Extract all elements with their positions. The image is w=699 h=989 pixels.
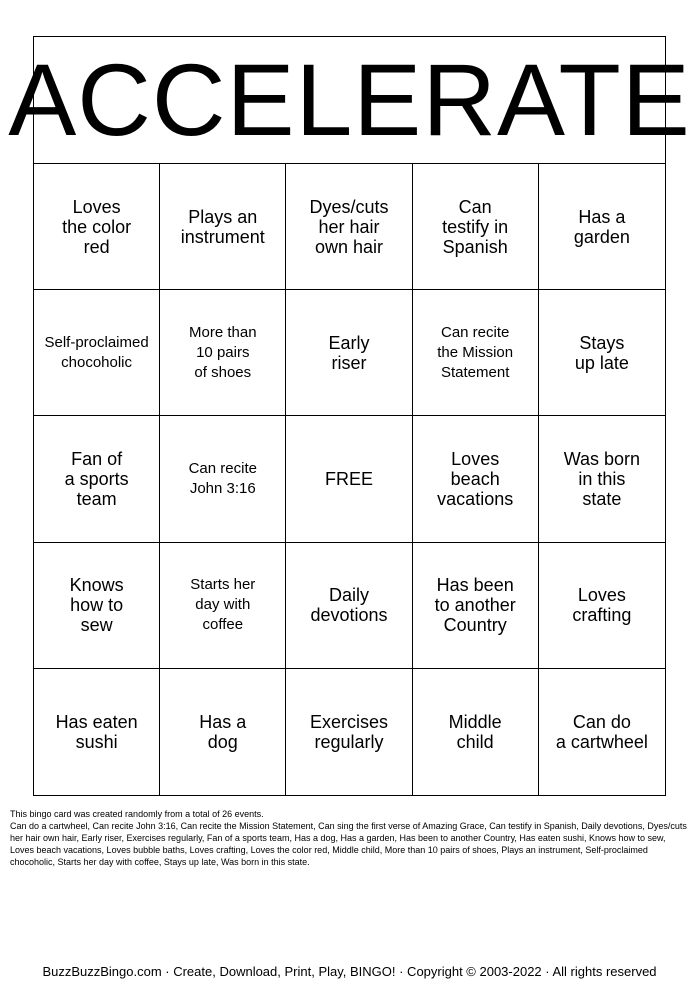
bingo-cell: Has been to another Country <box>413 543 539 669</box>
bingo-cell: Self-proclaimed chocoholic <box>34 290 160 416</box>
bingo-cell: Starts her day with coffee <box>160 543 286 669</box>
bingo-cell: Early riser <box>286 290 412 416</box>
free-cell: FREE <box>286 416 412 542</box>
bingo-cell: Loves beach vacations <box>413 416 539 542</box>
bingo-cell: Middle child <box>413 669 539 795</box>
bingo-cell: Daily devotions <box>286 543 412 669</box>
bingo-cell: Was born in this state <box>539 416 665 542</box>
bingo-cell: Exercises regularly <box>286 669 412 795</box>
bingo-cell: Plays an instrument <box>160 164 286 290</box>
card-notes <box>10 808 690 868</box>
bingo-cell: Fan of a sports team <box>34 416 160 542</box>
bingo-cell: Has eaten sushi <box>34 669 160 795</box>
card-title: ACCELERATE <box>34 37 665 164</box>
bingo-cell: Loves crafting <box>539 543 665 669</box>
bingo-cell: Loves the color red <box>34 164 160 290</box>
notes-intro: This bingo card was created randomly from a total of 26 events. <box>10 809 264 819</box>
bingo-cell: Stays up late <box>539 290 665 416</box>
bingo-grid <box>34 164 665 795</box>
bingo-cell: More than 10 pairs of shoes <box>160 290 286 416</box>
bingo-cell: Dyes/cuts her hair own hair <box>286 164 412 290</box>
bingo-cell: Has a garden <box>539 164 665 290</box>
bingo-cell: Can testify in Spanish <box>413 164 539 290</box>
bingo-cell: Has a dog <box>160 669 286 795</box>
bingo-cell: Can recite John 3:16 <box>160 416 286 542</box>
bingo-card <box>8 36 691 796</box>
footer-copyright: BuzzBuzzBingo.com · Create, Download, Print, Play, BINGO! · Copyright © 2003-2022 · All rights reserved <box>42 964 657 979</box>
bingo-cell: Can recite the Mission Statement <box>413 290 539 416</box>
bingo-cell: Knows how to sew <box>34 543 160 669</box>
bingo-cell: Can do a cartwheel <box>555 711 648 752</box>
notes-event-list: Can do a cartwheel, Can recite John 3:16, Can recite the Mission Statement, Can sing the first verse of Amazing Grace, Can testify in Spanish, Daily devotions, Dyes/cuts her hair own hair, Early riser, Exercises regularly, Fan of a sports team, Has a dog, Has a garden, Has been to another Country, Has eaten sushi, Knows how to sew, Loves beach vacations, Loves bubble baths, Loves crafting, Loves the color red, Middle child, More than 10 pairs of shoes, Plays an instrument, Self-proclaimed chocoholic, Starts her day with coffee, Stays up late, Was born in this state. <box>10 821 687 867</box>
